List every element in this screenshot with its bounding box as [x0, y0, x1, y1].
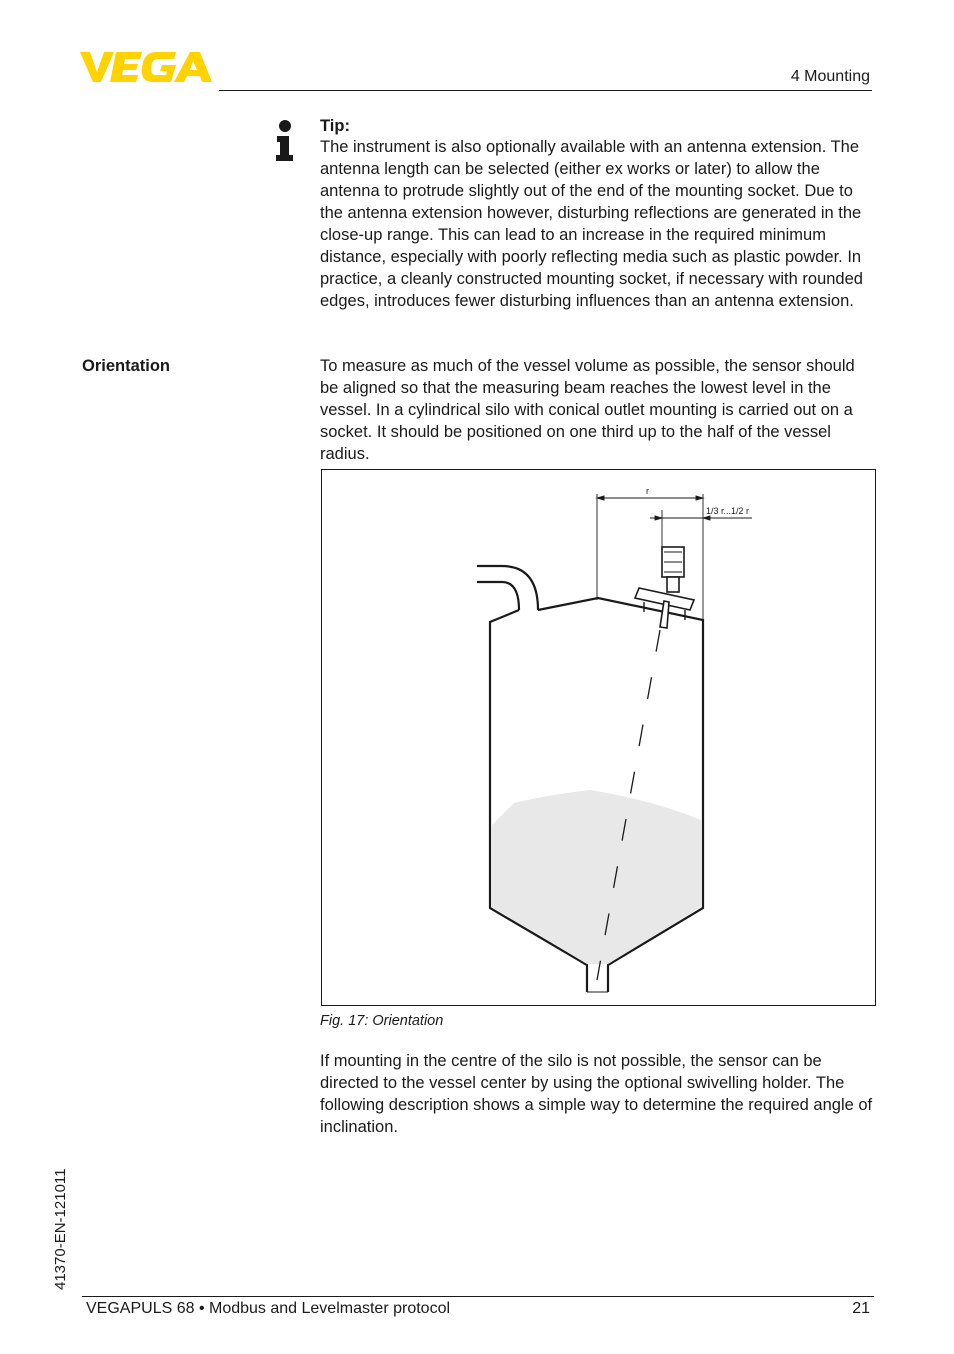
side-nozzle	[477, 566, 538, 610]
tip-title: Tip:	[320, 117, 350, 135]
info-icon	[274, 120, 296, 162]
tip-text: The instrument is also optionally available with an antenna extension. The antenna length can be selected (either ex works or later) to allow the antenna to protrude slightly out of the end of the mounting socket. Due to the antenna extension however, disturbing reflections are generated in the close-up range. This can lead to an increase in the required minimum distance, especially with poorly reflecting media such as plastic powder. In practice, a cleanly constructed mounting socket, if necessary with rounded edges, introduces fewer disturbing influences than an antenna extension.	[320, 138, 863, 310]
vega-logo	[80, 50, 212, 84]
dimension-label-ratio: 1/3 r...1/2 r	[706, 506, 750, 516]
page-number: 21	[852, 1300, 870, 1317]
dimension-label-r: r	[646, 486, 649, 496]
orientation-heading: Orientation	[82, 357, 171, 375]
orientation-figure	[321, 469, 876, 1006]
footer-title: VEGAPULS 68 • Modbus and Levelmaster protocol	[86, 1300, 451, 1317]
orientation-text: To measure as much of the vessel volume as possible, the sensor should be aligned so that the measuring beam reaches the lowest level in the vessel. In a cylindrical silo with conical outlet mounting is carried out on a socket. It should be positioned on one third up to the half of the vessel radius.	[320, 357, 855, 463]
silo-diagram	[322, 470, 875, 1005]
vega-logo-mark	[80, 50, 212, 84]
bulk-product	[492, 790, 701, 964]
after-figure-text: If mounting in the centre of the silo is not possible, the sensor can be directed to the vessel center by using the optional swivelling holder. The following description shows a simple way to determine the required angle of inclination.	[320, 1052, 873, 1136]
figure-caption: Fig. 17: Orientation	[320, 1013, 444, 1029]
document-number: 41370-EN-121011	[52, 1168, 69, 1290]
footer-rule	[82, 1296, 874, 1297]
header-rule	[219, 90, 872, 91]
section-label: 4 Mounting	[790, 68, 870, 85]
horn-antenna	[660, 601, 669, 628]
